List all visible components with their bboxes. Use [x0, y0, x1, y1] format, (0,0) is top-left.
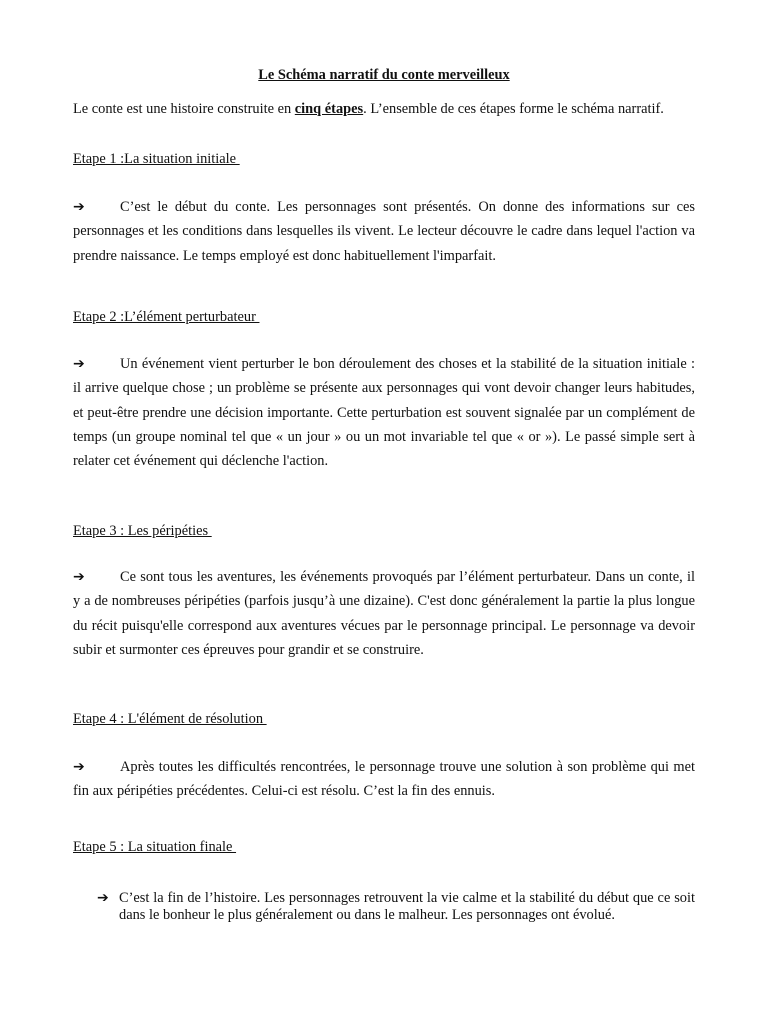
arrow-right-icon: ➔	[73, 199, 85, 215]
step-1-text: C’est le début du conte. Les personnages sont présentés. On donne des informations sur ces personnages et les conditions dans lesquelles ils vivent. Le lecteur découvre le cadre dans lequel l'action va prendre naissance. Le temps employé est donc habituellement l'imparfait.	[73, 199, 695, 264]
step-3-text: Ce sont tous les aventures, les événements provoqués par l’élément perturbateur. Dans un conte, il y a de nombreuses péripéties (parfois jusqu’à une dizaine). C'est donc généralement la partie la plus longue du récit puisqu'elle correspond aux aventures vécues par le personnage principal. Le personnage va devoir subir et surmonter ces épreuves pour grandir et se construire.	[73, 569, 695, 658]
step-5-heading: Etape 5 : La situation finale	[73, 839, 237, 855]
step-2-text: Un événement vient perturber le bon déroulement des choses et la stabilité de la situation initiale : il arrive quelque chose ; un problème se présente aux personnages qui vont devoir changer leurs habitudes, et peut-être prendre une décision importante. Cette perturbation est souvent signalée par un complément de temps (un groupe nominal tel que « un jour » ou un mot invariable tel que « or »). Le passé simple sert à relater cet événement qui déclenche l'action.	[73, 356, 695, 470]
step-2-heading: Etape 2 :L’élément perturbateur	[73, 309, 260, 325]
arrow-right-icon: ➔	[97, 890, 109, 906]
step-5-paragraph	[97, 890, 695, 924]
step-3-paragraph	[73, 565, 695, 662]
step-5-text: C’est la fin de l’histoire. Les personnages retrouvent la vie calme et la stabilité du début que ce soit dans le bonheur le plus généralement ou dans le malheur. Les personnages ont évolué.	[119, 890, 695, 923]
step-3-heading: Etape 3 : Les péripéties	[73, 523, 212, 539]
step-2-paragraph	[73, 352, 695, 473]
intro-text-before: Le conte est une histoire construite en	[73, 101, 295, 117]
arrow-right-icon: ➔	[73, 569, 85, 585]
intro-text-after: . L’ensemble de ces étapes forme le schéma narratif.	[363, 101, 664, 117]
document-title: Le Schéma narratif du conte merveilleux	[258, 67, 510, 83]
step-4-text: Après toutes les difficultés rencontrées, le personnage trouve une solution à son problème qui met fin aux péripéties précédentes. Celui-ci est résolu. C’est la fin des ennuis.	[73, 759, 695, 800]
step-1-paragraph	[73, 195, 695, 268]
intro-paragraph	[73, 101, 695, 118]
step-1-heading: Etape 1 :La situation initiale	[73, 151, 240, 167]
arrow-right-icon: ➔	[73, 759, 85, 775]
step-4-heading: Etape 4 : L'élément de résolution	[73, 711, 267, 727]
step-4-paragraph	[73, 755, 695, 804]
intro-emphasis: cinq étapes	[294, 101, 364, 117]
arrow-right-icon: ➔	[73, 356, 85, 372]
